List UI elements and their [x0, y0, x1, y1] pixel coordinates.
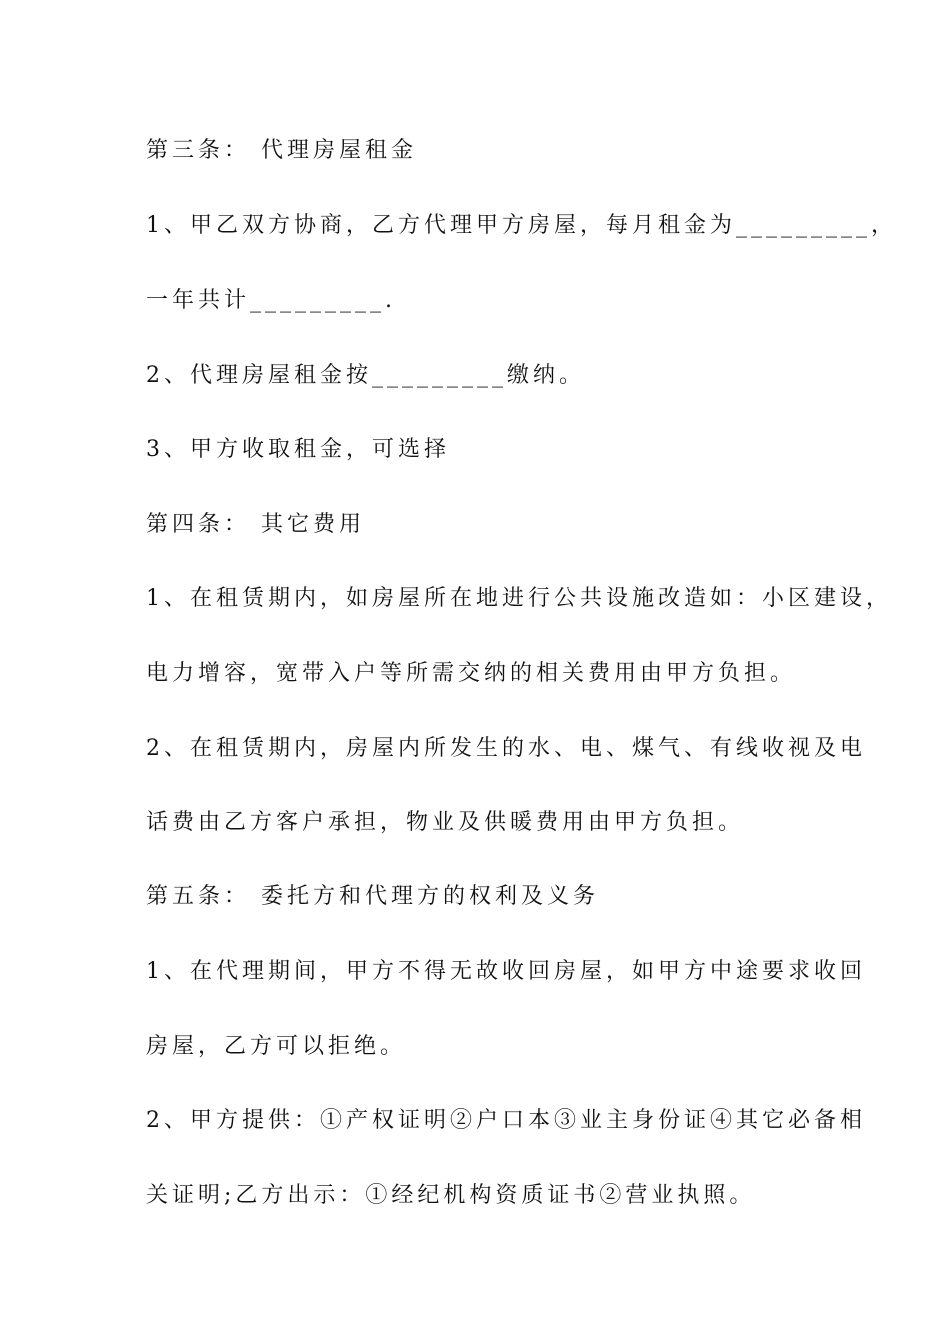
- article-4-clause-1: 1、在租赁期内，如房屋所在地进行公共设施改造如：小区建设，: [146, 586, 892, 611]
- article-5-clause-1-continued: 房屋，乙方可以拒绝。: [146, 1034, 407, 1059]
- article-4-clause-2-continued: 话费由乙方客户承担，物业及供暖费用由甲方负担。: [146, 810, 745, 835]
- article-3-clause-2: 2、代理房屋租金按_________缴纳。: [146, 363, 585, 388]
- article-3-clause-3: 3、甲方收取租金，可选择: [146, 437, 450, 462]
- article-4-heading: 第四条： 其它费用: [146, 512, 365, 537]
- article-5-clause-2: 2、甲方提供：①产权证明②户口本③业主身份证④其它必备相: [146, 1108, 866, 1133]
- article-3-heading: 第三条： 代理房屋租金: [146, 138, 417, 163]
- article-5-heading: 第五条： 委托方和代理方的权利及义务: [146, 884, 599, 909]
- article-5-clause-1: 1、在代理期间，甲方不得无故收回房屋，如甲方中途要求收回: [146, 959, 866, 984]
- article-3-clause-1: 1、甲乙双方协商，乙方代理甲方房屋，每月租金为_________，: [146, 213, 897, 238]
- article-4-clause-2: 2、在租赁期内，房屋内所发生的水、电、煤气、有线收视及电: [146, 736, 866, 761]
- article-3-clause-1-continued: 一年共计_________.: [146, 288, 396, 313]
- article-4-clause-1-continued: 电力增容，宽带入户等所需交纳的相关费用由甲方负担。: [146, 661, 797, 686]
- article-5-clause-2-continued: 关证明;乙方出示：①经纪机构资质证书②营业执照。: [146, 1183, 756, 1208]
